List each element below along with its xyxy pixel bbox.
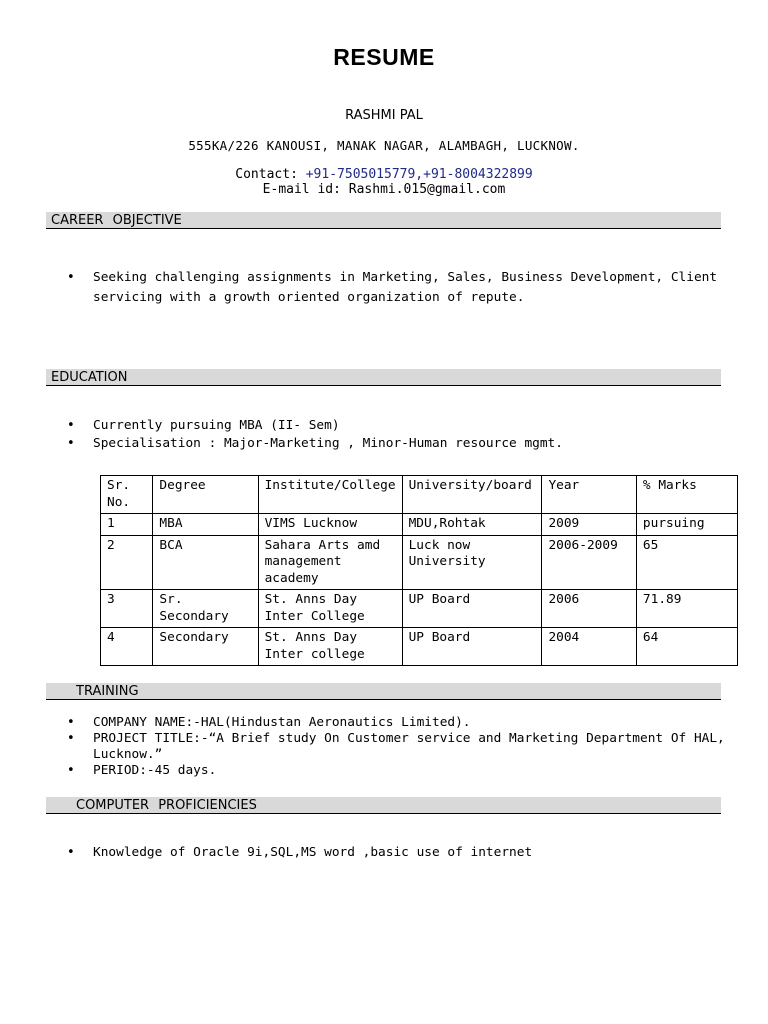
- career-objective-heading: CAREER OBJECTIVE: [46, 212, 721, 229]
- contact-line: [0, 167, 768, 182]
- table-cell: 2004: [542, 628, 636, 666]
- table-row: [101, 535, 738, 590]
- table-cell: UP Board: [402, 628, 542, 666]
- table-cell: 1: [101, 514, 153, 536]
- table-cell: MDU,Rohtak: [402, 514, 542, 536]
- table-cell: 4: [101, 628, 153, 666]
- table-cell: Luck now University: [402, 535, 542, 590]
- table-row: [101, 590, 738, 628]
- table-cell: St. Anns Day Inter college: [258, 628, 402, 666]
- list-item: • PROJECT TITLE:-“A Brief study On Customer service and Marketing Department Of HAL, Lucknow.”: [0, 731, 743, 763]
- list-item: • COMPANY NAME:-HAL(Hindustan Aeronautics Limited).: [0, 715, 743, 731]
- list-item: • Knowledge of Oracle 9i,SQL,MS word ,basic use of internet: [0, 843, 743, 863]
- column-header: Year: [542, 476, 636, 514]
- table-cell: 3: [101, 590, 153, 628]
- column-header: Sr. No.: [101, 476, 153, 514]
- list-item: • Specialisation : Major-Marketing , Minor-Human resource mgmt.: [0, 434, 743, 454]
- table-cell: 2006-2009: [542, 535, 636, 590]
- list-item: • PERIOD:-45 days.: [0, 763, 743, 779]
- computer-proficiencies-list: [0, 843, 743, 863]
- education-list: [0, 416, 743, 454]
- education-heading: EDUCATION: [46, 369, 721, 386]
- table-cell: BCA: [153, 535, 258, 590]
- table-cell: MBA: [153, 514, 258, 536]
- column-header: Degree: [153, 476, 258, 514]
- table-cell: 64: [636, 628, 737, 666]
- training-list: [0, 715, 743, 779]
- career-objective-list: [0, 268, 743, 308]
- table-cell: 65: [636, 535, 737, 590]
- table-header-row: [101, 476, 738, 514]
- column-header: Institute/College: [258, 476, 402, 514]
- phone-numbers: +91-7505015779,+91-8004322899: [305, 167, 533, 182]
- column-header: University/board: [402, 476, 542, 514]
- column-header: % Marks: [636, 476, 737, 514]
- table-cell: VIMS Lucknow: [258, 514, 402, 536]
- training-heading: TRAINING: [46, 683, 721, 700]
- table-cell: St. Anns Day Inter College: [258, 590, 402, 628]
- email: E-mail id: Rashmi.015@gmail.com: [262, 182, 506, 197]
- table-cell: Secondary: [153, 628, 258, 666]
- table-row: [101, 514, 738, 536]
- contact-label: Contact:: [235, 167, 298, 182]
- address: 555KA/226 KANOUSI, MANAK NAGAR, ALAMBAGH, LUCKNOW.: [188, 138, 580, 153]
- table-cell: 71.89: [636, 590, 737, 628]
- resume-title: RESUME: [333, 44, 435, 70]
- computer-proficiencies-heading: COMPUTER PROFICIENCIES: [46, 797, 721, 814]
- table-cell: Sr. Secondary: [153, 590, 258, 628]
- candidate-name: RASHMI PAL: [345, 108, 423, 123]
- list-item: • Currently pursuing MBA (II- Sem): [0, 416, 743, 436]
- table-row: [101, 628, 738, 666]
- table-cell: 2: [101, 535, 153, 590]
- table-cell: pursuing: [636, 514, 737, 536]
- education-table: [100, 475, 738, 666]
- table-cell: Sahara Arts amd management academy: [258, 535, 402, 590]
- table-cell: 2006: [542, 590, 636, 628]
- list-item: • Seeking challenging assignments in Marketing, Sales, Business Development, Client servicing with a growth oriented organization of repute.: [0, 268, 743, 308]
- table-cell: 2009: [542, 514, 636, 536]
- table-cell: UP Board: [402, 590, 542, 628]
